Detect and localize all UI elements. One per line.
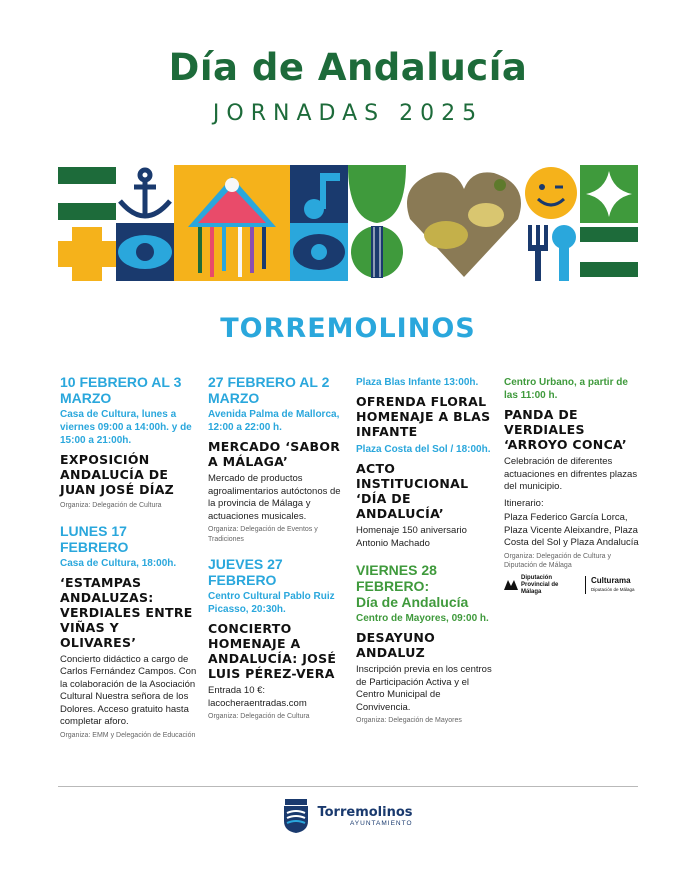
event-venue: Avenida Palma de Mallorca, 12:00 a 22:00 h. [208, 409, 340, 433]
event-venue: Casa de Cultura, 18:00h. [60, 557, 177, 569]
diputacion-label: Diputación Provincial de Málaga [521, 574, 559, 595]
andalusia-flag-icon-2 [580, 223, 638, 281]
footer-name: Torremolinos [317, 804, 413, 820]
culturama-sub: Diputación de Málaga [591, 587, 635, 592]
event-organizer: Organiza: EMM y Delegación de Educación [60, 731, 196, 739]
eye-shape-icon-2 [293, 234, 345, 270]
event-date: JUEVES 27 FEBRERO [208, 556, 283, 588]
olive-oil-heart-image [406, 165, 522, 281]
smiley-icon [525, 167, 577, 219]
event-title: ‘ESTAMPAS ANDALUZAS: VERDIALES ENTRE VIÑAS Y OLIVARES’ [60, 574, 193, 650]
event-venue: Centro Urbano, a partir de las 11:00 h. [504, 377, 628, 401]
banner-illustration [58, 165, 638, 281]
event-description: Homenaje 150 aniversario Antonio Machado [356, 525, 467, 549]
event-organizer: Organiza: Delegación de Cultura [208, 713, 310, 720]
footer-sub: AYUNTAMIENTO [349, 819, 413, 827]
event-title: ACTO INSTITUCIONAL ‘DÍA DE ANDALUCÍA’ [356, 461, 469, 521]
itinerary-label: Itinerario: [504, 497, 544, 509]
event-description: Entrada 10 €: lacocheraentradas.com [208, 685, 307, 709]
event-venue: Plaza Blas Infante 13:00h. [356, 377, 479, 388]
itinerary: Plaza Federico García Lorca, Plaza Vicente Aleixandre, Plaza Costa del Sol y Plaza Andalucía [504, 512, 639, 548]
event-organizer: Organiza: Delegación de Cultura y Diputación de Málaga [504, 552, 612, 569]
event-venue: Centro de Mayores, 09:00 h. [356, 613, 489, 624]
event-date: 10 FEBRERO AL 3 MARZO [60, 374, 182, 406]
event-column-4 [504, 374, 642, 596]
event-column-2 [208, 374, 348, 734]
event-title: EXPOSICIÓN ANDALUCÍA DE JUAN JOSÉ DÍAZ [60, 452, 175, 497]
event-organizer: Organiza: Delegación de Mayores [356, 717, 462, 724]
culturama-logo [585, 576, 635, 594]
verdiales-hat-image [174, 165, 290, 281]
event-title: DESAYUNO ANDALUZ [356, 630, 436, 660]
event-date: LUNES 17 FEBRERO [60, 522, 129, 555]
event-date-extra: Día de Andalucía [356, 594, 469, 610]
event-description: Mercado de productos agroalimentarios autóctonos de la provincia de Málaga y actuaciones musicales. [208, 473, 341, 522]
event-description: Inscripción previa en los centros de Participación Activa y el Centro Municipal de Convivencia. [356, 664, 492, 713]
location-title: TORREMOLINOS [220, 313, 476, 344]
event-title: OFRENDA FLORAL HOMENAJE A BLAS INFANTE [356, 394, 491, 439]
sponsor-logos [504, 575, 642, 596]
culturama-label: Culturama [591, 576, 631, 585]
event-date: VIERNES 28 FEBRERO: [356, 562, 437, 594]
diputacion-mark-icon [504, 580, 518, 590]
event-description: Celebración de diferentes actuaciones en difrentes plazas del municipio. [504, 456, 638, 492]
event-title: CONCIERTO HOMENAJE A ANDALUCÍA: JOSÉ LUIS PÉREZ-VERA [208, 621, 337, 681]
footer-divider [58, 786, 638, 787]
event-organizer: Organiza: Delegación de Eventos y Tradiciones [208, 526, 318, 543]
event-column-3 [356, 374, 494, 738]
diputacion-logo [504, 575, 579, 596]
event-description: Concierto didáctico a cargo de Carlos Fernández Campos. Con la colaboración de la Asociación Cultural Nuestra señora de los Dolores. Acceso gratuito hasta completar aforo. [60, 653, 197, 727]
footer-text [317, 806, 412, 827]
event-title: MERCADO ‘SABOR A MÁLAGA’ [208, 439, 341, 469]
anchor-icon [120, 170, 170, 217]
footer-logo [0, 799, 696, 833]
event-date: 27 FEBRERO AL 2 MARZO [208, 374, 330, 406]
event-title: PANDA DE VERDIALES ‘ARROYO CONCA’ [504, 407, 627, 452]
event-column-1 [60, 374, 198, 752]
event-venue: Casa de Cultura, lunes a viernes 09:00 a 14:00h. y de 15:00 a 21:00h. [60, 409, 192, 446]
eye-shape-icon [118, 235, 172, 269]
guitar-icon [351, 226, 403, 278]
page-subtitle: JORNADAS 2025 [212, 101, 484, 126]
event-venue: Centro Cultural Pablo Ruiz Picasso, 20:30h. [208, 591, 335, 615]
event-organizer: Organiza: Delegación de Cultura [60, 502, 162, 509]
page-title: Día de Andalucía [168, 46, 528, 89]
event-venue: Plaza Costa del Sol / 18:00h. [356, 444, 491, 455]
town-shield-icon [283, 799, 309, 833]
